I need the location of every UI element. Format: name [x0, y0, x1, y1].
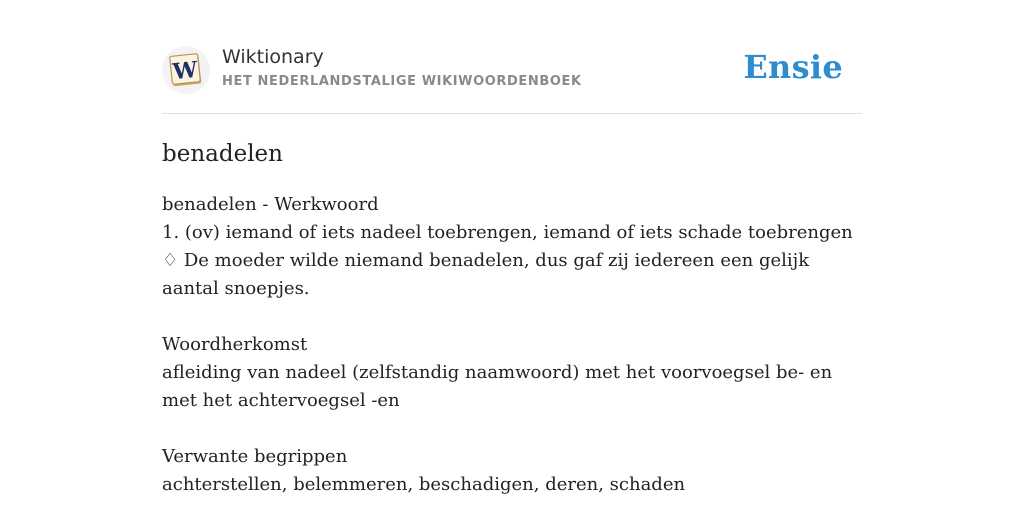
related-heading: Verwante begrippen — [162, 446, 348, 467]
spacer — [162, 303, 862, 331]
definition-card — [162, 40, 862, 499]
wiktionary-logo-icon — [162, 46, 210, 94]
card-header — [162, 40, 862, 114]
etymology-text: afleiding van nadeel (zelfstandig naamwoord) met het voorvoegsel be- en met het achtervoegsel -en — [162, 362, 833, 411]
word-type-line: benadelen - Werkwoord — [162, 194, 379, 215]
brand-logo[interactable]: Ensie — [743, 48, 843, 86]
source-subtitle: HET NEDERLANDSTALIGE WIKIWOORDENBOEK — [222, 74, 582, 89]
example-line: ♢ De moeder wilde niemand benadelen, dus gaf zij iedereen een gelijk aantal snoepjes. — [162, 250, 810, 299]
page-title: benadelen — [162, 141, 283, 167]
wiktionary-tile-icon — [168, 52, 204, 88]
definition-body — [162, 191, 862, 499]
logo-letter: W — [171, 56, 199, 86]
definition-line: 1. (ov) iemand of iets nadeel toebrengen, iemand of iets schade toebrengen — [162, 222, 853, 243]
spacer — [162, 415, 862, 443]
related-terms: achterstellen, belemmeren, beschadigen, deren, schaden — [162, 474, 686, 495]
source-name: Wiktionary — [222, 46, 324, 68]
etymology-heading: Woordherkomst — [162, 334, 308, 355]
